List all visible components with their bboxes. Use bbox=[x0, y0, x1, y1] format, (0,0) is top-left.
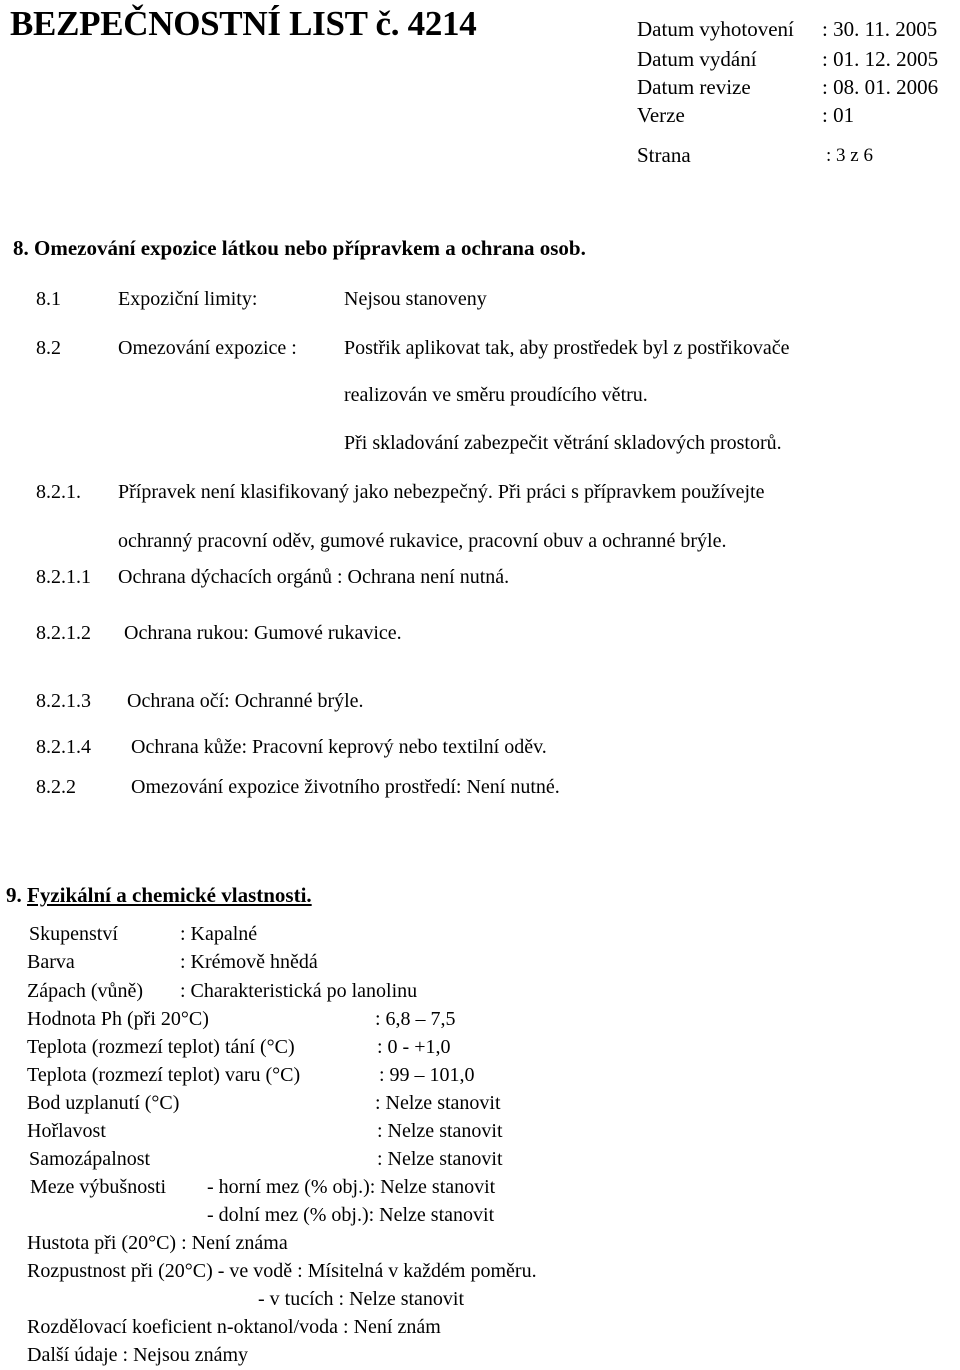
document-title: BEZPEČNOSTNÍ LIST č. 4214 bbox=[10, 4, 477, 43]
item-number: 8.2 bbox=[36, 337, 61, 359]
meta-value-page: : 3 z 6 bbox=[826, 145, 873, 166]
property-value: : Nelze stanovit bbox=[375, 1092, 501, 1114]
property-label: Hodnota Ph (při 20°C) bbox=[27, 1008, 209, 1030]
text-line: ochranný pracovní oděv, gumové rukavice, pracovní obuv a ochranné brýle. bbox=[118, 530, 727, 552]
property-label: Barva bbox=[27, 951, 75, 973]
property-label: Zápach (vůně) bbox=[27, 980, 144, 1002]
text-line: Ochrana očí: Ochranné brýle. bbox=[127, 690, 364, 712]
property-label: Hořlavost bbox=[27, 1120, 106, 1142]
meta-label-page: Strana bbox=[637, 143, 691, 167]
meta-value-created: : 30. 11. 2005 bbox=[822, 17, 938, 41]
property-value: : 0 - +1,0 bbox=[377, 1036, 451, 1058]
property-value: : Charakteristická po lanolinu bbox=[180, 980, 418, 1002]
section-9-number: 9. bbox=[6, 883, 22, 907]
property-value: - v tucích : Nelze stanovit bbox=[258, 1288, 465, 1310]
property-value: - horní mez (% obj.): Nelze stanovit bbox=[207, 1176, 496, 1198]
section-9-title: Fyzikální a chemické vlastnosti. bbox=[27, 883, 312, 907]
item-number: 8.2.1.3 bbox=[36, 690, 91, 712]
item-number: 8.2.2 bbox=[36, 776, 76, 798]
property-label: Samozápalnost bbox=[29, 1148, 151, 1170]
item-number: 8.2.1.2 bbox=[36, 622, 91, 644]
text-line: Ochrana dýchacích orgánů : Ochrana není nutná. bbox=[118, 566, 510, 588]
property-value: : 99 – 101,0 bbox=[379, 1064, 475, 1086]
property-value: : Krémově hnědá bbox=[180, 951, 318, 973]
text-line: Ochrana rukou: Gumové rukavice. bbox=[124, 622, 402, 644]
property-line: Další údaje : Nejsou známy bbox=[27, 1344, 249, 1366]
section-9-heading bbox=[6, 883, 312, 908]
meta-value-issued: : 01. 12. 2005 bbox=[822, 47, 939, 71]
meta-label-created: Datum vyhotovení bbox=[637, 17, 794, 41]
item-value: Postřik aplikovat tak, aby prostředek byl z postřikovače bbox=[344, 337, 790, 359]
property-label: Teplota (rozmezí teplot) varu (°C) bbox=[27, 1064, 301, 1086]
property-label: Skupenství bbox=[29, 923, 118, 945]
property-line: Rozpustnost při (20°C) - ve vodě : Mísitelná v každém poměru. bbox=[27, 1260, 537, 1282]
section-8-heading: 8. Omezování expozice látkou nebo přípravkem a ochrana osob. bbox=[13, 236, 586, 260]
property-value: : 6,8 – 7,5 bbox=[375, 1008, 456, 1030]
text-line: Při skladování zabezpečit větrání skladových prostorů. bbox=[344, 432, 782, 454]
property-label: Meze výbušnosti bbox=[30, 1176, 167, 1198]
meta-label-issued: Datum vydání bbox=[637, 47, 757, 71]
meta-value-version: : 01 bbox=[822, 103, 855, 127]
meta-value-revision: : 08. 01. 2006 bbox=[822, 75, 939, 99]
item-label: Expoziční limity: bbox=[118, 288, 258, 310]
item-number: 8.1 bbox=[36, 288, 61, 310]
item-label: Omezování expozice : bbox=[118, 337, 297, 359]
text-line: Přípravek není klasifikovaný jako nebezpečný. Při práci s přípravkem používejte bbox=[118, 481, 765, 503]
text-line: Ochrana kůže: Pracovní keprový nebo textilní oděv. bbox=[131, 736, 547, 758]
property-label: Bod uzplanutí (°C) bbox=[27, 1092, 180, 1114]
text-line: Omezování expozice životního prostředí: Není nutné. bbox=[131, 776, 560, 798]
text-line: realizován ve směru proudícího větru. bbox=[344, 384, 648, 406]
property-value: : Nelze stanovit bbox=[377, 1120, 503, 1142]
meta-label-revision: Datum revize bbox=[637, 75, 751, 99]
item-number: 8.2.1. bbox=[36, 481, 81, 503]
property-value: - dolní mez (% obj.): Nelze stanovit bbox=[207, 1204, 495, 1226]
item-number: 8.2.1.1 bbox=[36, 566, 91, 588]
property-line: Rozdělovací koeficient n-oktanol/voda : Není znám bbox=[27, 1316, 441, 1338]
property-value: : Kapalné bbox=[180, 923, 258, 945]
item-number: 8.2.1.4 bbox=[36, 736, 91, 758]
property-label: Teplota (rozmezí teplot) tání (°C) bbox=[27, 1036, 295, 1058]
property-value: : Nelze stanovit bbox=[377, 1148, 503, 1170]
meta-label-version: Verze bbox=[637, 103, 685, 127]
property-line: Hustota při (20°C) : Není známa bbox=[27, 1232, 288, 1254]
item-value: Nejsou stanoveny bbox=[344, 288, 487, 310]
